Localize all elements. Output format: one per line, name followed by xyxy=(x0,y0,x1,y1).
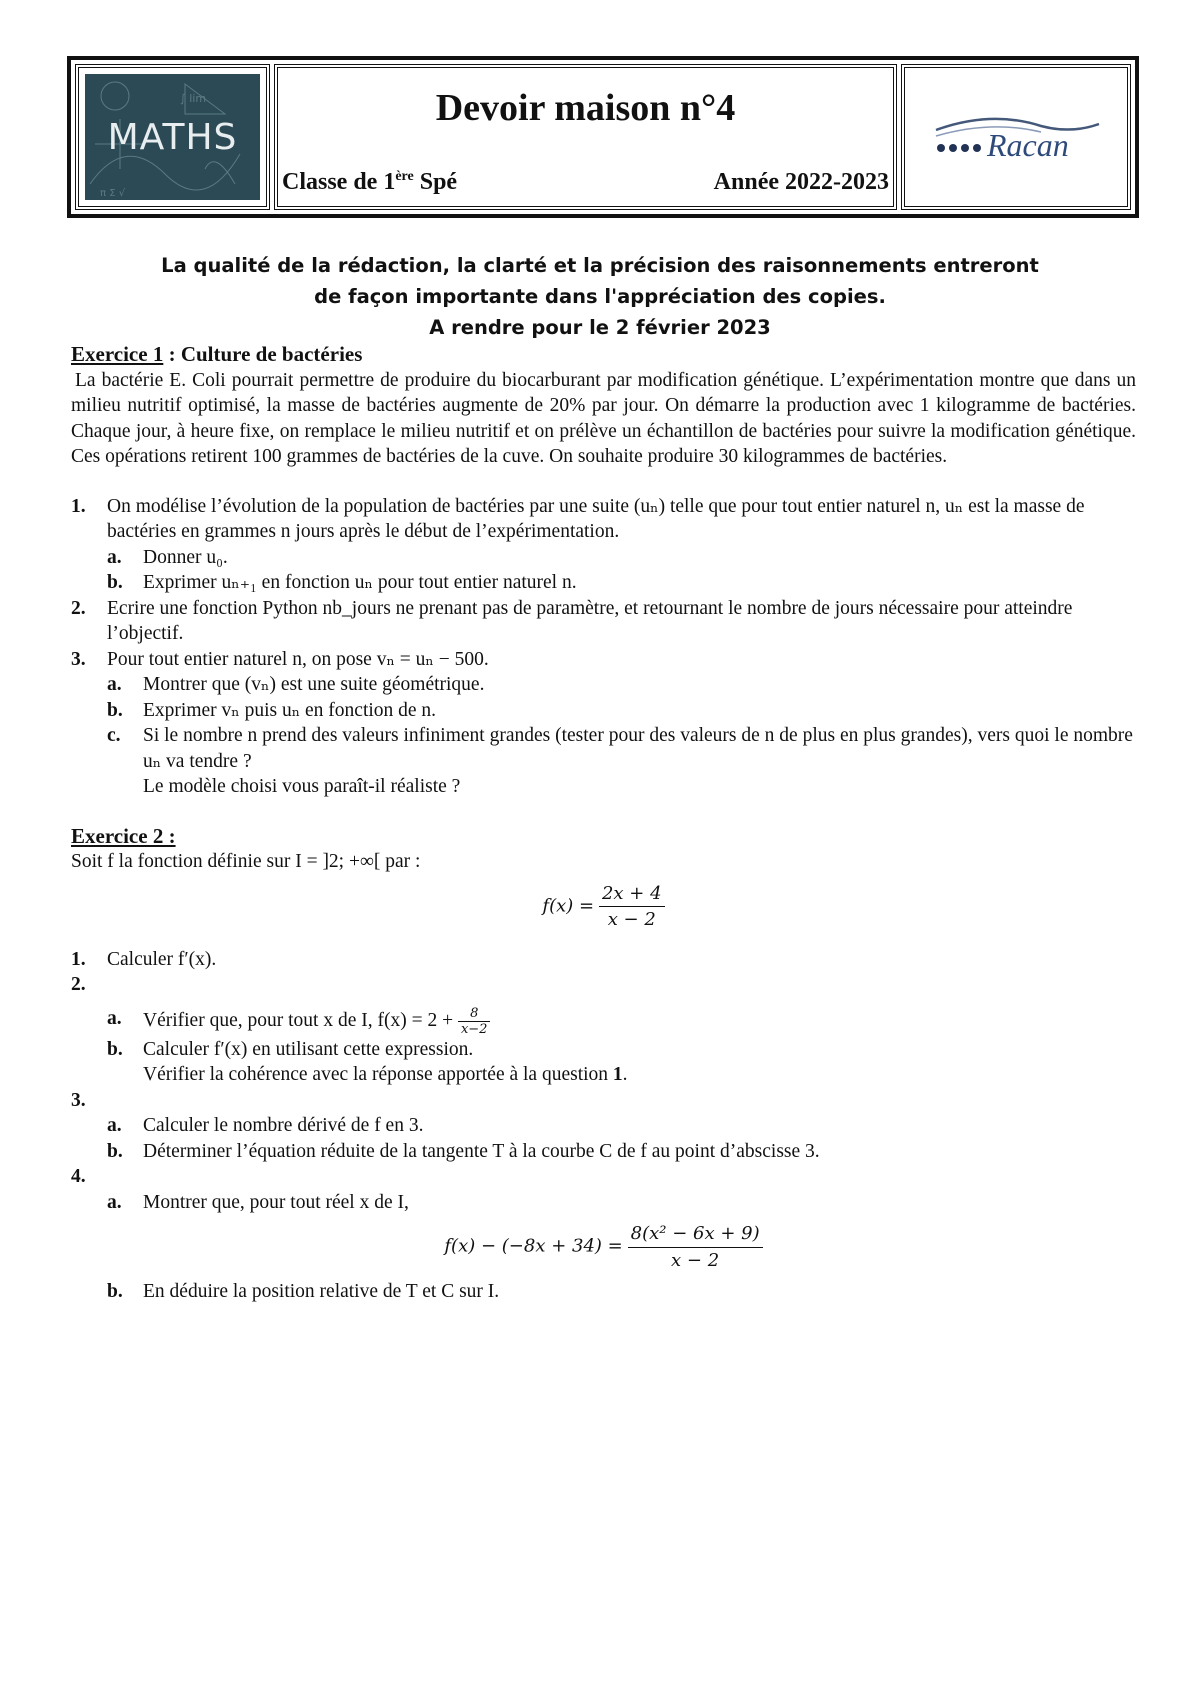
racan-logo xyxy=(921,102,1111,172)
intro-block xyxy=(0,250,1200,343)
ex2-question-4b: b. En déduire la position relative de T et C sur I. xyxy=(107,1281,500,1302)
ex2-question-1: 1. Calculer f′(x). xyxy=(71,948,217,970)
ex2-main-equation: f(x) = $\frac{2x + 4}{x - 2}$ xyxy=(71,881,1136,933)
intro-line-1: La qualité de la rédaction, la clarté et la précision des raisonnements entreront xyxy=(161,254,1039,277)
ex2-question-4a: a. Montrer que, pour tout réel x de I, xyxy=(107,1191,409,1213)
title-cell xyxy=(274,64,897,210)
svg-text:∫ lim: ∫ lim xyxy=(180,92,207,105)
maths-logo-cell xyxy=(75,64,270,210)
exercise-2-title: Exercice 2 : xyxy=(71,823,176,848)
maths-logo-text: MATHS xyxy=(107,116,238,158)
ex1-question-3: 3. Pour tout entier naturel n, on pose vₙ = uₙ − 500. xyxy=(71,648,489,670)
year-label: Année 2022-2023 xyxy=(713,169,889,195)
ex2-question-3a: a. Calculer le nombre dérivé de f en 3. xyxy=(107,1115,424,1136)
ex2-small-fraction: $\frac{8}{x-2}$ xyxy=(458,1006,491,1037)
exercise-2-intro: Soit f la fonction définie sur I = ]2; +∞[ par : xyxy=(71,851,421,872)
exercise-1-title: Exercice 1 : Culture de bactéries xyxy=(71,342,363,366)
ex2-question-4: 4. xyxy=(71,1166,86,1187)
main-content xyxy=(71,342,1136,1305)
ex2-question-2: 2. xyxy=(71,974,86,995)
ex1-question-1a: a. Donner u₀. xyxy=(107,546,228,568)
ex1-question-1b: b. Exprimer uₙ₊₁ en fonction uₙ pour tout entier naturel n. xyxy=(107,572,577,593)
ex1-question-2: 2. Ecrire une fonction Python nb_jours ne prenant pas de paramètre, et retournant le nombre de jours nécessaire pour atteindre l’objectif. xyxy=(71,597,1073,644)
intro-line-2: de façon importante dans l'appréciation des copies. xyxy=(314,285,886,308)
class-label: Classe de 1ère Spé xyxy=(282,169,458,195)
ex2-question-3: 3. xyxy=(71,1089,86,1111)
ex2-q4-fraction: $\frac{\text{8(x² − 6x + 9)}}{x - 2}$ xyxy=(628,1221,763,1273)
school-logo-cell xyxy=(901,64,1131,210)
intro-line-3: A rendre pour le 2 février 2023 xyxy=(429,316,771,339)
svg-text:π Σ √: π Σ √ xyxy=(100,188,126,199)
ex1-question-3b: b. Exprimer vₙ puis uₙ en fonction de n. xyxy=(107,699,437,721)
document-title: Devoir maison n°4 xyxy=(435,87,736,129)
ex1-question-1: 1. On modélise l’évolution de la population de bactéries par une suite (uₙ) telle que pour tout entier naturel n, uₙ est la masse de bactéries en grammes n jours après le début de l’expérimentation. xyxy=(71,495,1085,542)
ex2-question-3b: b. Déterminer l’équation réduite de la tangente T à la courbe C de f au point d’abscisse 3. xyxy=(107,1140,820,1162)
ex2-fraction: $\frac{2x + 4}{x - 2}$ xyxy=(599,881,665,933)
exercise-1-paragraph: La bactérie E. Coli pourrait permettre de produire du biocarburant par modification génétique. L’expérimentation montre que dans un milieu nutritif optimisé, la masse de bactéries augmente de 20% par jour. On démarre la production avec 1 kilogramme de bactéries. Chaque jour, à heure fixe, on remplace le milieu nutritif et on prélève un échantillon de bactéries pour suivre la modification génétique. Ces opérations retirent 100 grammes de bactéries de la cuve. On souhaite produire 30 kilogrammes de bactéries. xyxy=(71,369,1136,467)
maths-logo xyxy=(85,74,260,200)
header-frame xyxy=(67,56,1139,218)
svg-text:Racan: Racan xyxy=(987,127,1069,163)
ex2-question-2b: b. Calculer f′(x) en utilisant cette expression. Vérifier la cohérence avec la réponse apportée à la question 1. xyxy=(107,1038,628,1085)
ex1-question-3c: c. Si le nombre n prend des valeurs infiniment grandes (tester pour des valeurs de n de plus en plus grandes), vers quoi le nombre uₙ va tendre ? Le modèle choisi vous paraît-il réaliste ? xyxy=(107,725,1133,797)
ex2-question-4a-equation: f(x) − (−8x + 34) = $\frac{\text{8(x² − 6x + 9)}}{x - 2}$ xyxy=(71,1221,1136,1273)
ex2-question-2a: a. Vérifier que, pour tout x de I, f(x) = 2 + $\frac{8}{x-2}$ xyxy=(71,1006,1136,1037)
ex1-question-3a: a. Montrer que (vₙ) est une suite géométrique. xyxy=(107,674,485,695)
